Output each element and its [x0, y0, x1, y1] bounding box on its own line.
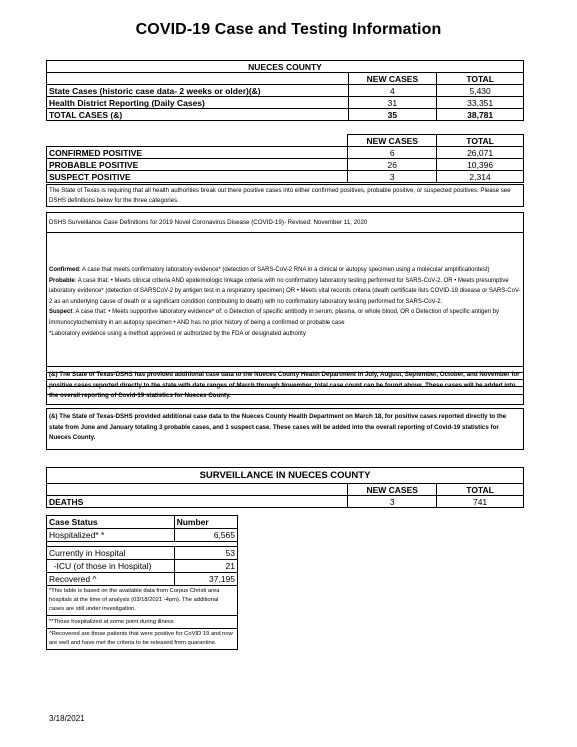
state-data-note-2: (&) The State of Texas-DSHS provided additional case data to the Nueces County Health Department on March 18, for positive cases reported directly to the state from June and January totaling 3 probable cases, and 1 suspect case. These cases will be added into the overall reporting of Covid-19 statistics for Nueces County.: [46, 408, 524, 450]
county-heading: NUECES COUNTY: [47, 61, 524, 73]
table-row: Recovered ^ 37,195: [47, 573, 238, 586]
table-row: -ICU (of those in Hospital) 21: [47, 560, 238, 573]
deaths-new: 3: [348, 496, 437, 508]
definition-confirmed: Confirmed: A case that meets confirmatory laboratory evidence* (detection of SARS-CoV-2 RNA in a clinical or autopsy specimen using a molecular amplificationtest): [49, 267, 490, 273]
table-row: Health District Reporting (Daily Cases) 31 33,351: [47, 97, 524, 109]
classification-note: The State of Texas is requiring that all health authorities break out there positive cases into either confirmed positives, probable positive, or suspected positives. Please see DSHS definitions below for the three categories.: [46, 184, 524, 207]
definitions-body: [47, 233, 523, 373]
col-new-cases: NEW CASES: [348, 135, 437, 147]
classification-table: [46, 134, 524, 183]
deaths-label: DEATHS: [47, 496, 348, 508]
definitions-heading: DSHS Surveillance Case Definitions for 2019 Novel Coronavirus Disease (COVID-19)- Revised: November 11, 2020: [47, 213, 523, 233]
case-status-footnote-3: ^Recovered are those patients that were positive for CoVID 19 and now are well and have met the criteria to be released from quarantine.: [47, 629, 238, 650]
col-new-cases: NEW CASES: [348, 73, 437, 85]
col-total: TOTAL: [437, 484, 524, 496]
table-row: State Cases (historic case data- 2 weeks or older)(&) 4 5,430: [47, 85, 524, 97]
report-date: 3/18/2021: [49, 714, 85, 723]
table-row: Hospitalized* * 6,565: [47, 529, 238, 542]
col-total: TOTAL: [437, 73, 524, 85]
col-number: Number: [174, 516, 237, 529]
case-status-footnote-1: *This table is based on the available data from Corpus Christi area hospitals at the time of analysis (03/18/2021 -4pm). The additional cases are still under investigation.: [47, 586, 238, 616]
county-cases-table: [46, 60, 524, 121]
table-row: [47, 496, 524, 508]
surveillance-heading: SURVEILLANCE IN NUECES COUNTY: [47, 468, 524, 484]
page-title: COVID-19 Case and Testing Information: [135, 21, 442, 38]
case-status-footnote-2: **Those hospitalized at some point during illness: [47, 616, 238, 629]
table-row: Currently in Hospital 53: [47, 547, 238, 560]
definition-probable: Probable: A case that: • Meets clinical criteria AND epidemiologic linkage criteria with no confirmatory laboratory testing performed for SARS-CoV-2, OR • Meets presumptive laboratory evidence* (detection of SARSCoV-2 by antigen test in a respiratory specimen) OR • Meets vital records criteria (death certificate lists COVID-19 disease or SARS-CoV-2 as an underlying cause of death or a significant condition contributing to death) with no confirmatory laboratory testing performed for SARS-CoV-2.: [49, 277, 521, 305]
col-total: TOTAL: [437, 135, 524, 147]
col-new-cases: NEW CASES: [348, 484, 437, 496]
definition-footnote: *Laboratory evidence using a method approved or authorized by the FDA or designated authority: [49, 330, 306, 337]
table-row: TOTAL CASES (&) 35 38,781: [47, 109, 524, 121]
surveillance-table: [46, 467, 524, 508]
deaths-total: 741: [437, 496, 524, 508]
state-data-note-1: (&) The State of Texas-DSHS has provided additional case data to the Nueces County Health Department in July, August, September, October, and November for positive cases reported directly to the state with date ranges of March through November, total case count can be found above. These cases will be added into the overall reporting of Covid-19 statistics for Nueces County.: [46, 366, 524, 405]
definition-suspect: Suspect: A case that: • Meets supportive laboratory evidence* of: o Detection of specific antibody in serum, plasma, or whole blood, OR o Detection of specific antigen by immunocytochemistry in an autopsy specimen • AND has no prior history of being a confirmed or probable case: [49, 309, 500, 326]
col-case-status: Case Status: [47, 516, 175, 529]
table-row: PROBABLE POSITIVE 26 10,396: [47, 159, 524, 171]
table-row: CONFIRMED POSITIVE 6 26,071: [47, 147, 524, 159]
table-row: SUSPECT POSITIVE 3 2,314: [47, 171, 524, 183]
case-status-table: [46, 515, 238, 650]
